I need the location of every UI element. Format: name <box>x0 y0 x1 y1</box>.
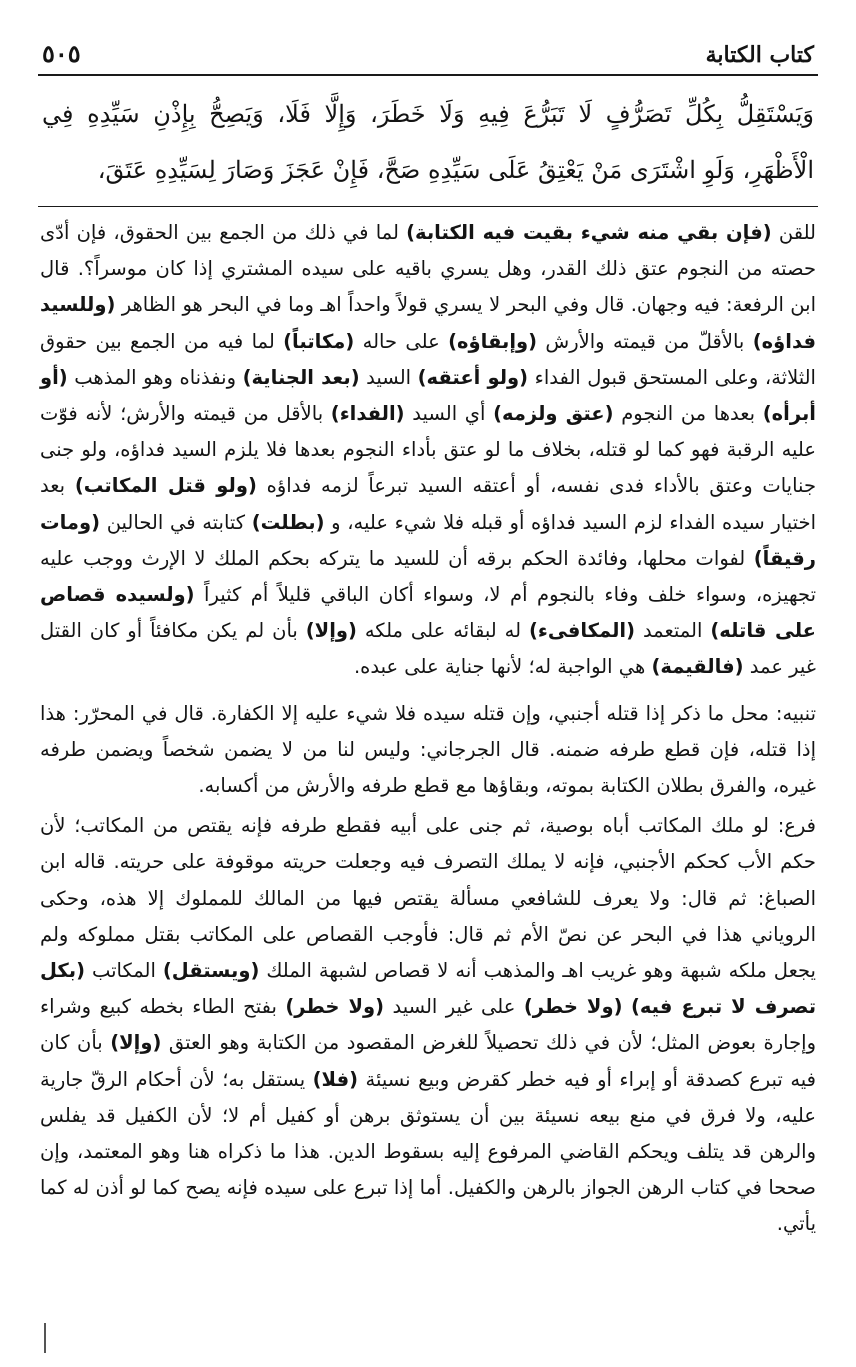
commentary-text: بأن لم يكن مكافئاً أو كان القتل غير عمد <box>40 619 816 679</box>
bold-matn-quote: (المكافىء) <box>528 619 636 643</box>
bold-matn-quote: (أو أبرأه) <box>40 365 816 426</box>
commentary-text: فرع: لو ملك المكاتب أباه بوصية، ثم جنى على أبيه فقطع طرفه فإنه يقتص من المكاتب؛ لأن حكم الأب كحكم الأجنبي، فإنه لا يملك التصرف فيه وجعلت حريته موقوفة على حريته. قاله ابن الصباغ: ثم قال: ولا يعرف للشافعي مسألة يقتص فيها من المالك للمملوك إلا هذه، وحكى الروياني هذا في البحر عن نصّ الأم ثم قال: فأوجب القصاص على المكاتب بقتل مملوكه ولم يجعل ملكه شبهة وهو غريب اهـ والمذهب أنه لا قصاص لشبهة الملك <box>40 814 816 983</box>
bold-matn-quote: (فلا) <box>312 1067 359 1091</box>
bold-matn-quote: (ولا خطر) <box>285 995 385 1019</box>
commentary-text: بفتح الطاء بخطه كبيع وشراء وإجارة بعوض المثل؛ لأن في ذلك تحصيلاً للغرض المقصود من الكتابة وهو العتق <box>40 995 816 1055</box>
far-paragraph <box>38 808 818 1242</box>
commentary-text: بعد اختيار سيده الفداء لزم السيد فداؤه أو قبله فلا شيء عليه، و <box>40 474 816 534</box>
bold-matn-quote: (بكل تصرف لا تبرع فيه) <box>40 959 817 1019</box>
margin-mark <box>44 1323 46 1353</box>
bold-matn-quote: (فإن بقي منه شيء بقيت فيه الكتابة) <box>406 221 772 244</box>
bold-matn-quote: (مكاتباً) <box>283 329 355 353</box>
commentary-text: بأن كان فيه تبرع كصدقة أو إبراء أو فيه خطر كقرض وبيع نسيئة <box>40 1031 816 1091</box>
bold-matn-quote: (بعد الجناية) <box>242 365 360 389</box>
commentary-text: يستقل به؛ لأن أحكام الرقّ جارية عليه، ولا فرق في منع بيعه نسيئة بين أن يستوثق برهن أو كفيل أم لا؛ لأن الكفيل قد يفلس والرهن قد يتلف ويحكم القاضي المرفوع إليه بسقوط الدين. هذا ما ذكراه هنا وهو المعتمد، وإن صححا في كتاب الرهن الجواز بالرهن والكفيل. أما إذا تبرع على سيده فإنه يصح كما لو أذن له كما يأتي. <box>40 1067 816 1236</box>
commentary-text: لما في ذلك من الجمع بين الحقوق، فإن أدّى حصته من النجوم عتق ذلك القدر، وهل يسري باقيه على سيده المشتري إذا كان موسراً؟. قال ابن الرفعة: فيه وجهان. قال وفي البحر لا يسري قولاً واحداً اهـ وما في البحر هو الظاهر <box>40 221 816 317</box>
bold-matn-quote: (عتق ولزمه) <box>493 402 614 426</box>
matn-divider <box>38 206 818 207</box>
commentary-text: السيد <box>359 365 418 389</box>
commentary-text: بالأقلّ من قيمته والأرش <box>537 329 753 353</box>
bold-matn-quote: (ولا خطر) <box>523 995 623 1019</box>
commentary-text: بالأقل من قيمته والأرش؛ لأنه فوّت عليه الرقبة فهو كما لو قتله، بخلاف ما لو عتق بأداء النجوم بعدها فلا يلزم السيد فداؤه، ولو جنى جنايات وعتق بالأداء فدى نفسه، أو أعتقه السيد تبرعاً لزمه فداؤه <box>40 402 816 498</box>
commentary-text: له لبقائه على ملكه <box>356 619 529 643</box>
commentary-text: المتعمد <box>635 619 711 643</box>
bold-matn-quote: (ولو أعتقه) <box>417 365 529 389</box>
commentary-text: للقن <box>771 221 817 244</box>
bold-matn-quote: (بطلت) <box>251 510 325 534</box>
tanbih-paragraph: تنبيه: محل ما ذكر إذا قتله أجنبي، وإن قتله سيده فلا شيء عليه إلا الكفارة. قال في المحرّر: هذا إذا قتله، فإن قطع طرفه ضمنه. قال الجرجاني: وليس لنا من لا يضمن شخصاً ويضمن طرفه غيره، والفرق بطلان الكتابة بموته، وبقاؤها مع قطع طرفه والأرش من أكسابه. <box>40 701 816 798</box>
running-title: كتاب الكتابة <box>705 42 814 68</box>
commentary-text: لما فيه من الجمع بين حقوق الثلاثة، وعلى المستحق قبول الفداء <box>40 329 816 389</box>
commentary-text: هي الواجبة له؛ لأنها جناية على عبده. <box>353 655 652 679</box>
bold-matn-quote: (ولو قتل المكاتب) <box>74 474 257 498</box>
page-number: ٥٠٥ <box>42 39 81 68</box>
commentary-text: ونفذناه وهو المذهب <box>67 365 243 389</box>
bold-matn-quote: (ويستقل) <box>162 959 260 983</box>
commentary-text: على حاله <box>354 329 449 353</box>
commentary-text <box>623 995 631 1018</box>
commentary-text: بعدها من النجوم <box>613 402 763 426</box>
commentary-text: أي السيد <box>404 402 494 426</box>
bold-matn-quote: (وإلا) <box>110 1031 162 1055</box>
commentary-text: على غير السيد <box>384 995 524 1019</box>
commentary-text: المكاتب <box>84 959 163 983</box>
bold-matn-quote: (فالقيمة) <box>651 655 744 679</box>
commentary-paragraph <box>38 215 818 686</box>
commentary-text: لفوات محلها، وفائدة الحكم برقه أن للسيد ما يتركه بحكم الملك لا الإرث ووجب عليه تجهيزه، وسواء خلف وفاء بالنجوم أم لا، وسواء أكان الباقي قليلاً أم كثيراً <box>40 546 817 607</box>
bold-matn-quote: (ومات رقيقاً) <box>40 510 816 570</box>
matn-text: وَيَسْتَقِلُّ بِكُلِّ تَصَرُّفٍ لَا تَبَرُّعَ فِيهِ وَلَا خَطَرَ، وَإِلَّا فَلَا، وَيَصِحُّ بِإِذْنِ سَيِّدِهِ فِي الْأَظْهَرِ، وَلَوِ اشْتَرَى مَنْ يَعْتِقُ عَلَى سَيِّدِهِ صَحَّ، فَإِنْ عَجَزَ وَصَارَ لِسَيِّدِهِ عَتَقَ، <box>42 100 814 184</box>
bold-matn-quote: (الفداء) <box>330 402 405 426</box>
page-header <box>38 28 818 76</box>
bold-matn-quote: (ولسيده قصاص على قاتله) <box>40 583 816 643</box>
bold-matn-quote: (وإبقاؤه) <box>448 329 538 353</box>
bold-matn-quote: (وإلا) <box>305 619 357 643</box>
bold-matn-quote: (وللسيد فداؤه) <box>40 293 816 353</box>
commentary-text: كتابته في الحالين <box>100 510 252 534</box>
